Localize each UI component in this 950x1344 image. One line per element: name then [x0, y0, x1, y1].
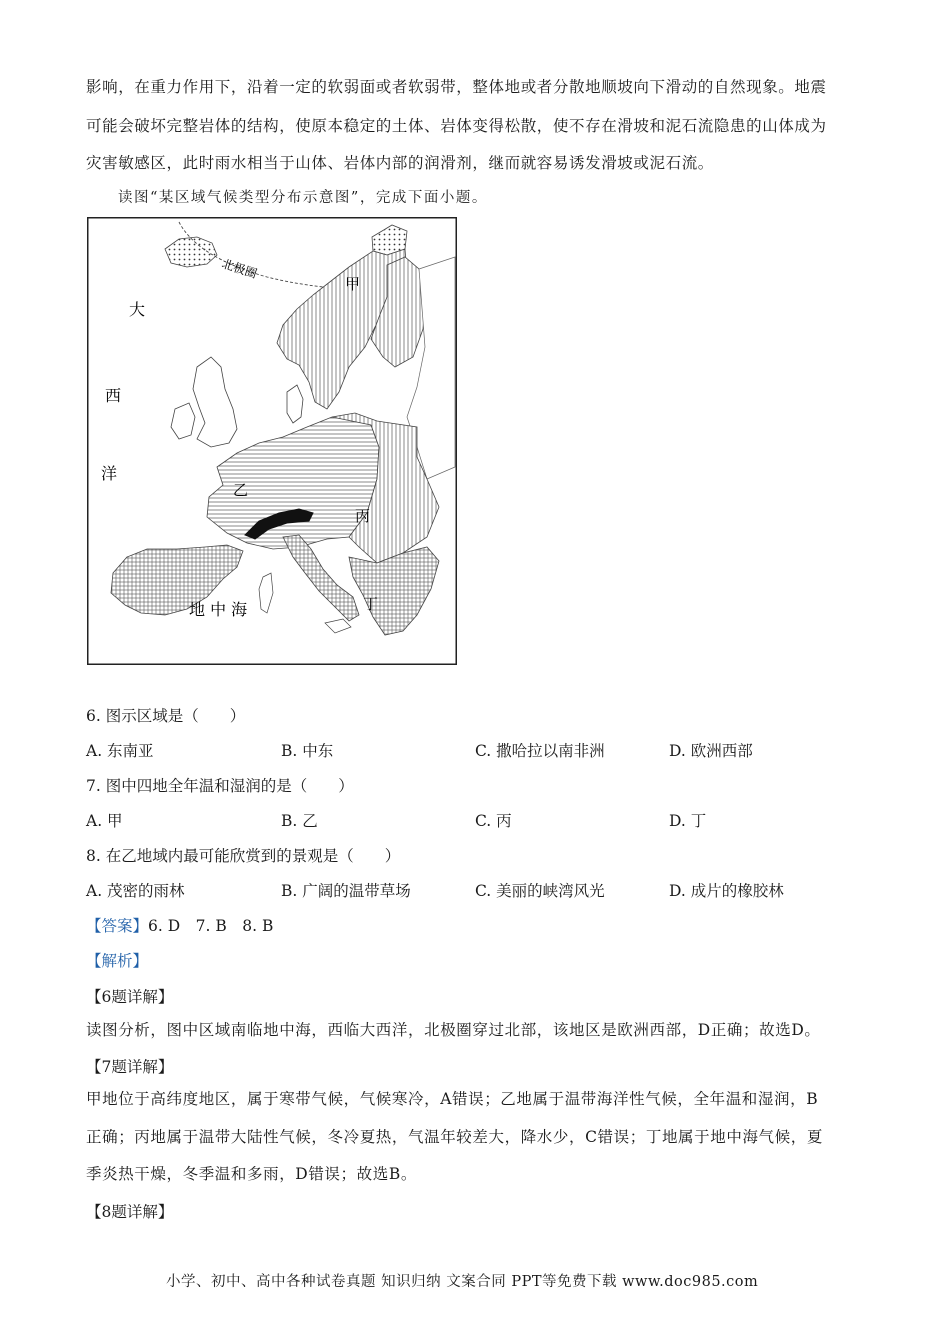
intro-line-2: 可能会破坏完整岩体的结构，使原本稳定的土体、岩体变得松散，使不存在滑坡和泥石流隐患的山体成为	[86, 117, 827, 135]
label-ocean-1: 大	[129, 300, 146, 319]
question-6-stem: 6. 图示区域是（ ）	[86, 707, 246, 725]
detail-6-heading: 【6题详解】	[86, 988, 174, 1006]
detail-6-line-1: 读图分析，图中区域南临地中海，西临大西洋，北极圈穿过北部，该地区是欧洲西部，D正确；故选D。	[86, 1021, 821, 1039]
label-sea: 地 中 海	[189, 600, 248, 619]
q6-option-b: B. 中东	[281, 742, 334, 760]
detail-8-heading: 【8题详解】	[86, 1203, 174, 1221]
answer-label: 【答案】	[86, 917, 149, 935]
intro-line-1: 影响，在重力作用下，沿着一定的软弱面或者软弱带，整体地或者分散地顺坡向下滑动的自然现象。地震	[86, 78, 827, 96]
q6-option-c: C. 撒哈拉以南非洲	[475, 742, 605, 760]
label-ding: 丁	[363, 595, 379, 613]
q8-option-d: D. 成片的橡胶林	[669, 882, 784, 900]
label-bing: 丙	[355, 507, 371, 525]
q7-option-d: D. 丁	[669, 812, 707, 830]
q8-option-c: C. 美丽的峡湾风光	[475, 882, 605, 900]
label-arctic-circle: 北极圈	[220, 256, 259, 281]
answer-line	[86, 914, 273, 936]
answer-text: 6. D 7. B 8. B	[148, 917, 274, 935]
label-jia: 甲	[345, 275, 361, 293]
question-7-stem: 7. 图中四地全年温和湿润的是（ ）	[86, 777, 354, 795]
detail-7-line-3: 季炎热干燥，冬季温和多雨，D错误；故选B。	[86, 1165, 417, 1183]
q6-option-a: A. 东南亚	[86, 742, 154, 760]
question-8-stem: 8. 在乙地域内最可能欣赏到的景观是（ ）	[86, 847, 401, 865]
detail-7-line-2: 正确；丙地属于温带大陆性气候，冬冷夏热，气温年较差大，降水少，C错误；丁地属于地中海气候，夏	[86, 1128, 823, 1146]
q7-option-a: A. 甲	[86, 812, 123, 830]
intro-line-3: 灾害敏感区，此时雨水相当于山体、岩体内部的润滑剂，继而就容易诱发滑坡或泥石流。	[86, 154, 714, 172]
q6-option-d: D. 欧洲西部	[669, 742, 753, 760]
q7-option-b: B. 乙	[281, 812, 318, 830]
q8-option-b: B. 广阔的温带草场	[281, 882, 411, 900]
q7-option-c: C. 丙	[475, 812, 512, 830]
analysis-label: 【解析】	[86, 952, 149, 970]
figure-caption: 读图“某区域气候类型分布示意图”，完成下面小题。	[118, 190, 488, 206]
detail-7-heading: 【7题详解】	[86, 1058, 174, 1076]
page-footer: 小学、初中、高中各种试卷真题 知识归纳 文案合同 PPT等免费下载 www.doc985.com	[166, 1274, 759, 1290]
label-ocean-3: 洋	[101, 464, 118, 483]
detail-7-line-1: 甲地位于高纬度地区，属于寒带气候，气候寒冷，A错误；乙地属于温带海洋性气候，全年温和湿润，B	[86, 1090, 819, 1108]
label-ocean-2: 西	[105, 386, 122, 405]
q8-option-a: A. 茂密的雨林	[86, 882, 185, 900]
label-yi: 乙	[233, 481, 249, 499]
climate-map	[87, 217, 457, 665]
